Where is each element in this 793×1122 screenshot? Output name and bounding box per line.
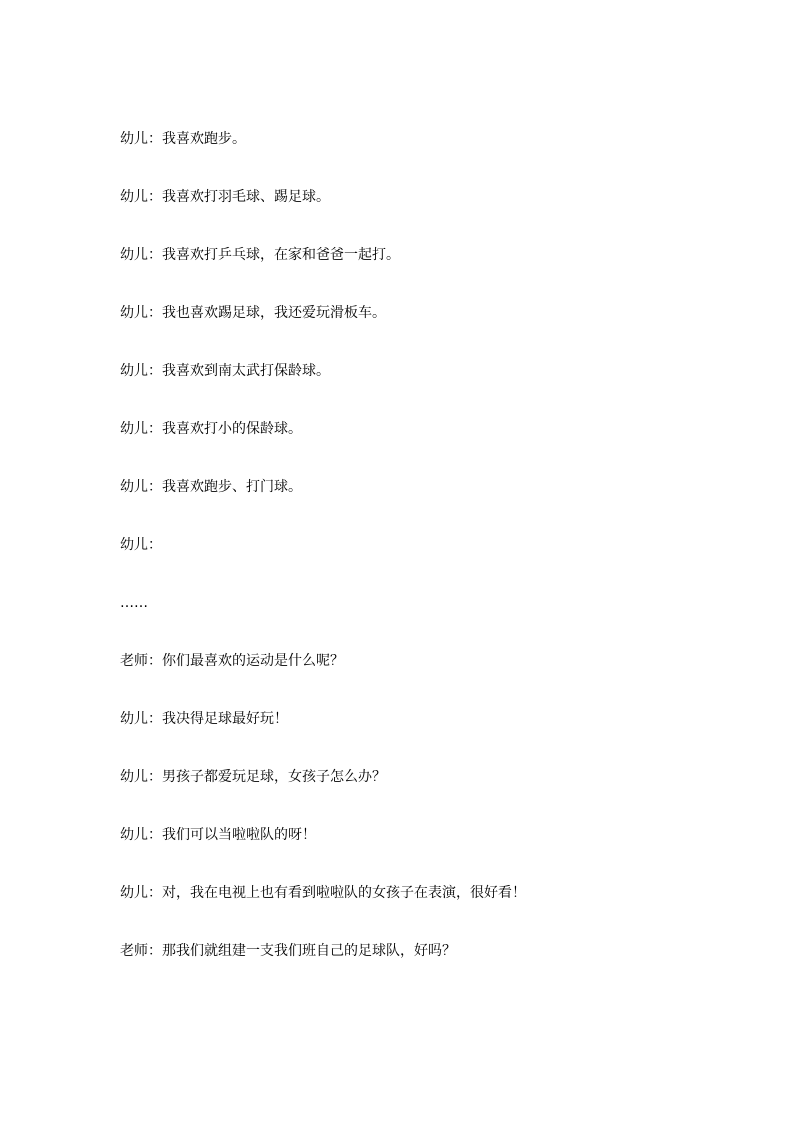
dialogue-line: 幼儿：我喜欢打乒乓球，在家和爸爸一起打。	[120, 247, 400, 263]
dialogue-line: 幼儿：男孩子都爱玩足球，女孩子怎么办？	[120, 769, 386, 785]
dialogue-line: 幼儿：我喜欢跑步、打门球。	[120, 479, 302, 495]
dialogue-line: 幼儿：我们可以当啦啦队的呀！	[120, 827, 316, 843]
dialogue-line: 幼儿：	[120, 537, 162, 553]
dialogue-line: 老师：你们最喜欢的运动是什么呢？	[120, 653, 344, 669]
dialogue-line: 幼儿：我喜欢打羽毛球、踢足球。	[120, 189, 330, 205]
dialogue-line: 幼儿：我决得足球最好玩！	[120, 711, 288, 727]
dialogue-line: 幼儿：我喜欢到南太武打保龄球。	[120, 363, 330, 379]
dialogue-line: 幼儿：对，我在电视上也有看到啦啦队的女孩子在表演，很好看！	[120, 885, 526, 901]
dialogue-text	[120, 128, 740, 998]
dialogue-line: 幼儿：我也喜欢踢足球，我还爱玩滑板车。	[120, 305, 386, 321]
dialogue-line: 老师：那我们就组建一支我们班自己的足球队，好吗？	[120, 943, 456, 959]
dialogue-line: ……	[120, 595, 148, 611]
dialogue-line: 幼儿：我喜欢跑步。	[120, 131, 246, 147]
dialogue-line: 幼儿：我喜欢打小的保龄球。	[120, 421, 302, 437]
